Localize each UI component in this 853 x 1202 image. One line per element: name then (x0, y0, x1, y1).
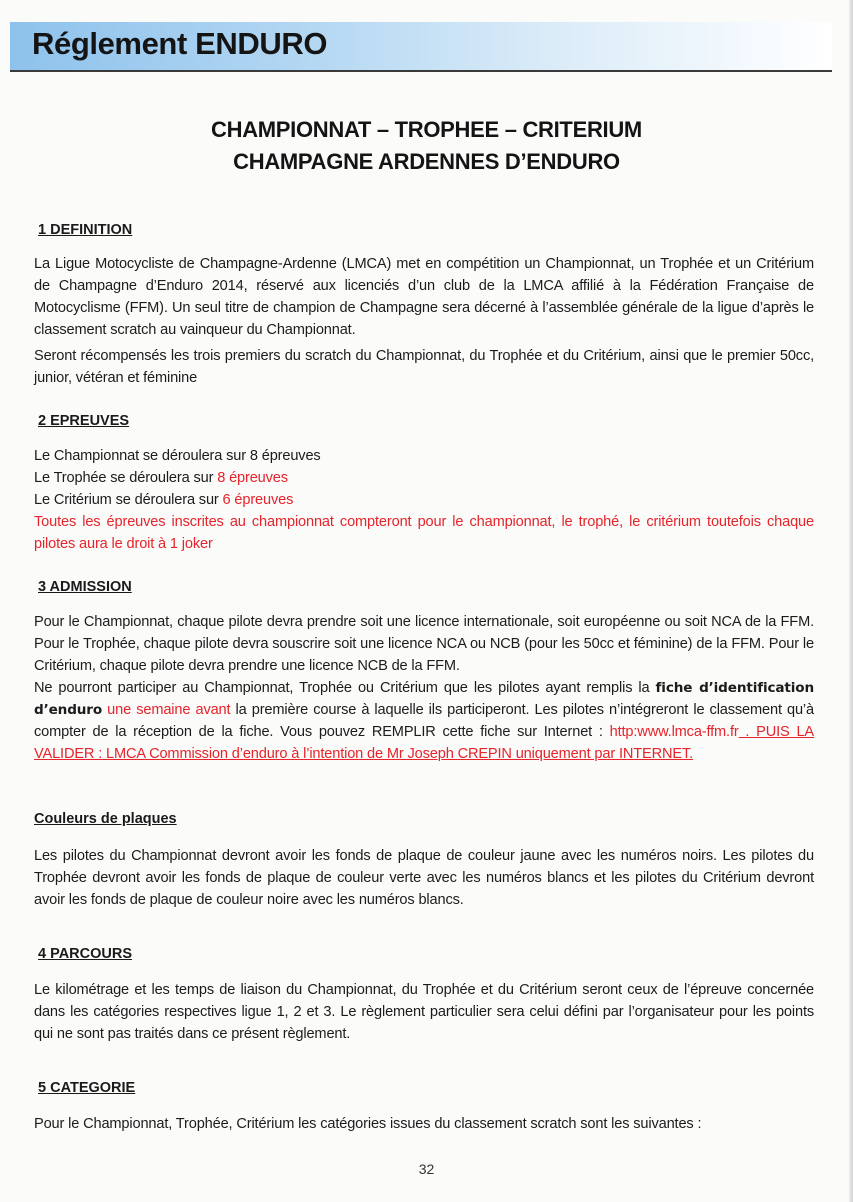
admission-paragraph-2 (34, 677, 814, 765)
epreuves-criterium-count: 6 épreuves (222, 492, 294, 508)
categorie-paragraph: Pour le Championnat, Trophée, Critérium les catégories issues du classement scratch sont les suivantes : (34, 1116, 702, 1132)
admission-deadline: une semaine avant (102, 702, 231, 718)
epreuves-line-trophee (34, 467, 288, 489)
epreuves-line-criterium (34, 489, 293, 511)
section-heading-parcours: 4 PARCOURS (38, 946, 132, 962)
section-heading-couleurs: Couleurs de plaques (34, 811, 177, 827)
header-banner (10, 22, 832, 72)
admission-text-b: la première course à laquelle ils participeront. Les pilotes n’intégreront le classement qu’à compter de la réception de la fiche. Vous pouvez REMPLIR cette fiche sur Internet : (34, 702, 814, 740)
epreuves-trophee-count: 8 épreuves (217, 470, 288, 486)
banner-title: Réglement ENDURO (32, 26, 328, 61)
admission-url-link[interactable]: http:www.lmca-ffm.fr (609, 724, 739, 740)
epreuves-line-championnat: Le Championnat se déroulera sur 8 épreuves (34, 448, 321, 464)
section-heading-definition: 1 DEFINITION (38, 222, 133, 238)
couleurs-paragraph: Les pilotes du Championnat devront avoir les fonds de plaque de couleur jaune avec les numéros noirs. Les pilotes du Trophée devront avoir les fonds de plaque de couleur verte avec les numéros blancs et les pilotes du Critérium devront avoir les fonds de plaque de couleur noire avec les numéros blancs. (34, 848, 814, 908)
definition-paragraph-1: La Ligue Motocycliste de Champagne-Ardenne (LMCA) met en compétition un Championnat, un Trophée et un Critérium de Champagne d’Enduro 2014, réservé aux licenciés d’un club de la LMCA affilié à la Fédération Française de Motocyclisme (FFM). Un seul titre de champion de Champagne sera décerné à l’assemblée générale de la ligue d’après le classement scratch au vainqueur du Championnat. (34, 256, 814, 338)
epreuves-criterium-prefix: Le Critérium se déroulera sur (34, 492, 223, 508)
page-number: 32 (418, 1161, 435, 1177)
section-heading-admission: 3 ADMISSION (38, 579, 132, 595)
admission-text-a: Ne pourront participer au Championnat, Trophée ou Critérium que les pilotes ayant remplis la (34, 680, 656, 696)
admission-fiche-bold: fiche d’identification d’enduro (34, 680, 814, 718)
main-title-line2: CHAMPAGNE ARDENNES D’ENDURO (233, 149, 620, 174)
parcours-paragraph: Le kilométrage et les temps de liaison du Championnat, du Trophée et du Critérium seront ceux de l’épreuve concernée dans les catégories respectives ligue 1, 2 et 3. Le règlement particulier sera celui défini par l’organisateur pour les points qui ne sont pas traités dans ce présent règlement. (34, 982, 814, 1042)
page-edge-shadow (849, 0, 853, 1202)
admission-paragraph-1: Pour le Championnat, chaque pilote devra prendre soit une licence internationale, soit européenne ou soit NCA de la FFM. Pour le Trophée, chaque pilote devra souscrire soit une licence NCA ou NCB (pour les 50cc et féminine) de la FFM. Pour le Critérium, chaque pilote devra prendre une licence NCB de la FFM. (34, 614, 814, 674)
epreuves-joker-note: Toutes les épreuves inscrites au championnat compteront pour le championnat, le trophé, le critérium toutefois chaque pilotes aura le droit à 1 joker (34, 514, 814, 552)
definition-paragraph-2: Seront récompensés les trois premiers du scratch du Championnat, du Trophée et du Critérium, ainsi que le premier 50cc, junior, vétéran et féminine (34, 348, 814, 386)
section-heading-epreuves: 2 EPREUVES (38, 413, 130, 429)
epreuves-trophee-prefix: Le Trophée se déroulera sur (34, 470, 218, 486)
main-title-line1: CHAMPIONNAT – TROPHEE – CRITERIUM (211, 117, 642, 142)
admission-validation-link[interactable]: . PUIS LA VALIDER : LMCA Commission d’enduro à l’intention de Mr Joseph CREPIN uniquement par INTERNET. (34, 724, 814, 762)
section-heading-categorie: 5 CATEGORIE (38, 1080, 136, 1096)
